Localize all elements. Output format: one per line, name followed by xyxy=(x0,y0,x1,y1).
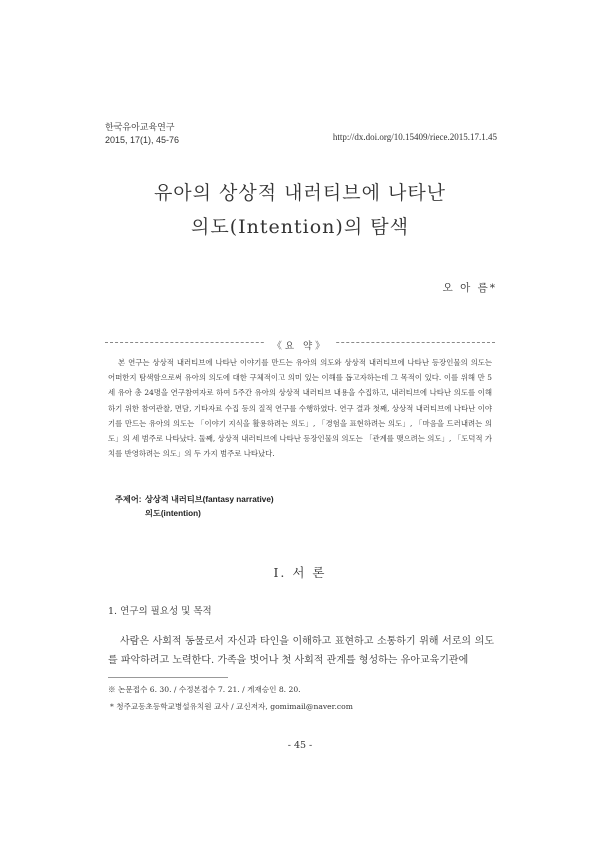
footnote-author: * 청주교동초등학교병설유치원 교사 / 교신저자, gomimail@naver.com xyxy=(110,702,353,711)
journal-header xyxy=(105,121,179,147)
author-name: 오 아 름* xyxy=(442,282,497,294)
subsection-title: 1. 연구의 필요성 및 목적 xyxy=(108,606,212,617)
keyword-1: 상상적 내러티브(fantasy narrative) xyxy=(145,495,274,504)
abstract-text: 본 연구는 상상적 내러티브에 나타난 이야기를 만드는 유아의 의도와 상상적 내러티브에 나타난 등장인물의 의도는 어떠한지 탐색함으로써 유아의 의도에 대한 구체적이고 의미 있는 이해를 돕고자하는데 그 목적이 있다. 이를 위해 만 5세 유아 총 24명을 연구참여자로 하여 5주간 유아의 상상적 내러티브 내용을 수집하고, 내러티브에 나타난 의도를 이해하기 위한 참여관찰, 면담, 기타자료 수집 등의 질적 연구를 수행하였다. 연구 결과 첫째, 상상적 내러티브에 나타난 이야기를 만드는 유아의 의도는 「이야기 지식을 활용하려는 의도」, 「경험을 표현하려는 의도」, 「마음을 드러내려는 의도」의 세 범주로 나타났다. 둘째, 상상적 내러티브에 나타난 등장인물의 의도는 「관계를 맺으려는 의도」, 「도덕적 가치를 반영하려는 의도」의 두 가지 범주로 나타났다. xyxy=(108,358,492,459)
section-title: Ⅰ. 서 론 xyxy=(273,565,327,580)
journal-name: 한국유아교육연구 xyxy=(105,122,175,132)
journal-volume: 2015, 17(1), 45-76 xyxy=(105,135,180,145)
doi-link[interactable]: http://dx.doi.org/10.15409/riece.2015.17.1.45 xyxy=(332,132,497,142)
paper-title-line1: 유아의 상상적 내러티브에 나타난 xyxy=(153,182,447,204)
page-number: - 45 - xyxy=(287,740,313,751)
abstract-heading: 《요 약》 xyxy=(264,341,335,352)
footnote-dates: ※ 논문접수 6. 30. / 수정본접수 7. 21. / 게재승인 8. 20. xyxy=(108,685,301,694)
keywords-block xyxy=(115,493,274,521)
keywords-label: 주제어: xyxy=(115,495,142,504)
abstract-heading-wrap xyxy=(0,334,600,353)
body-paragraph: 사람은 사회적 동물로서 자신과 타인을 이해하고 표현하고 소통하기 위해 서로의 의도를 파악하려고 노력한다. 가족을 벗어나 첫 사회적 관계를 형성하는 유아교육기관에 xyxy=(108,636,494,666)
paper-title-line2: 의도(Intention)의 탐색 xyxy=(191,216,409,238)
keyword-2: 의도(intention) xyxy=(145,509,201,518)
footnote-divider xyxy=(108,677,228,678)
